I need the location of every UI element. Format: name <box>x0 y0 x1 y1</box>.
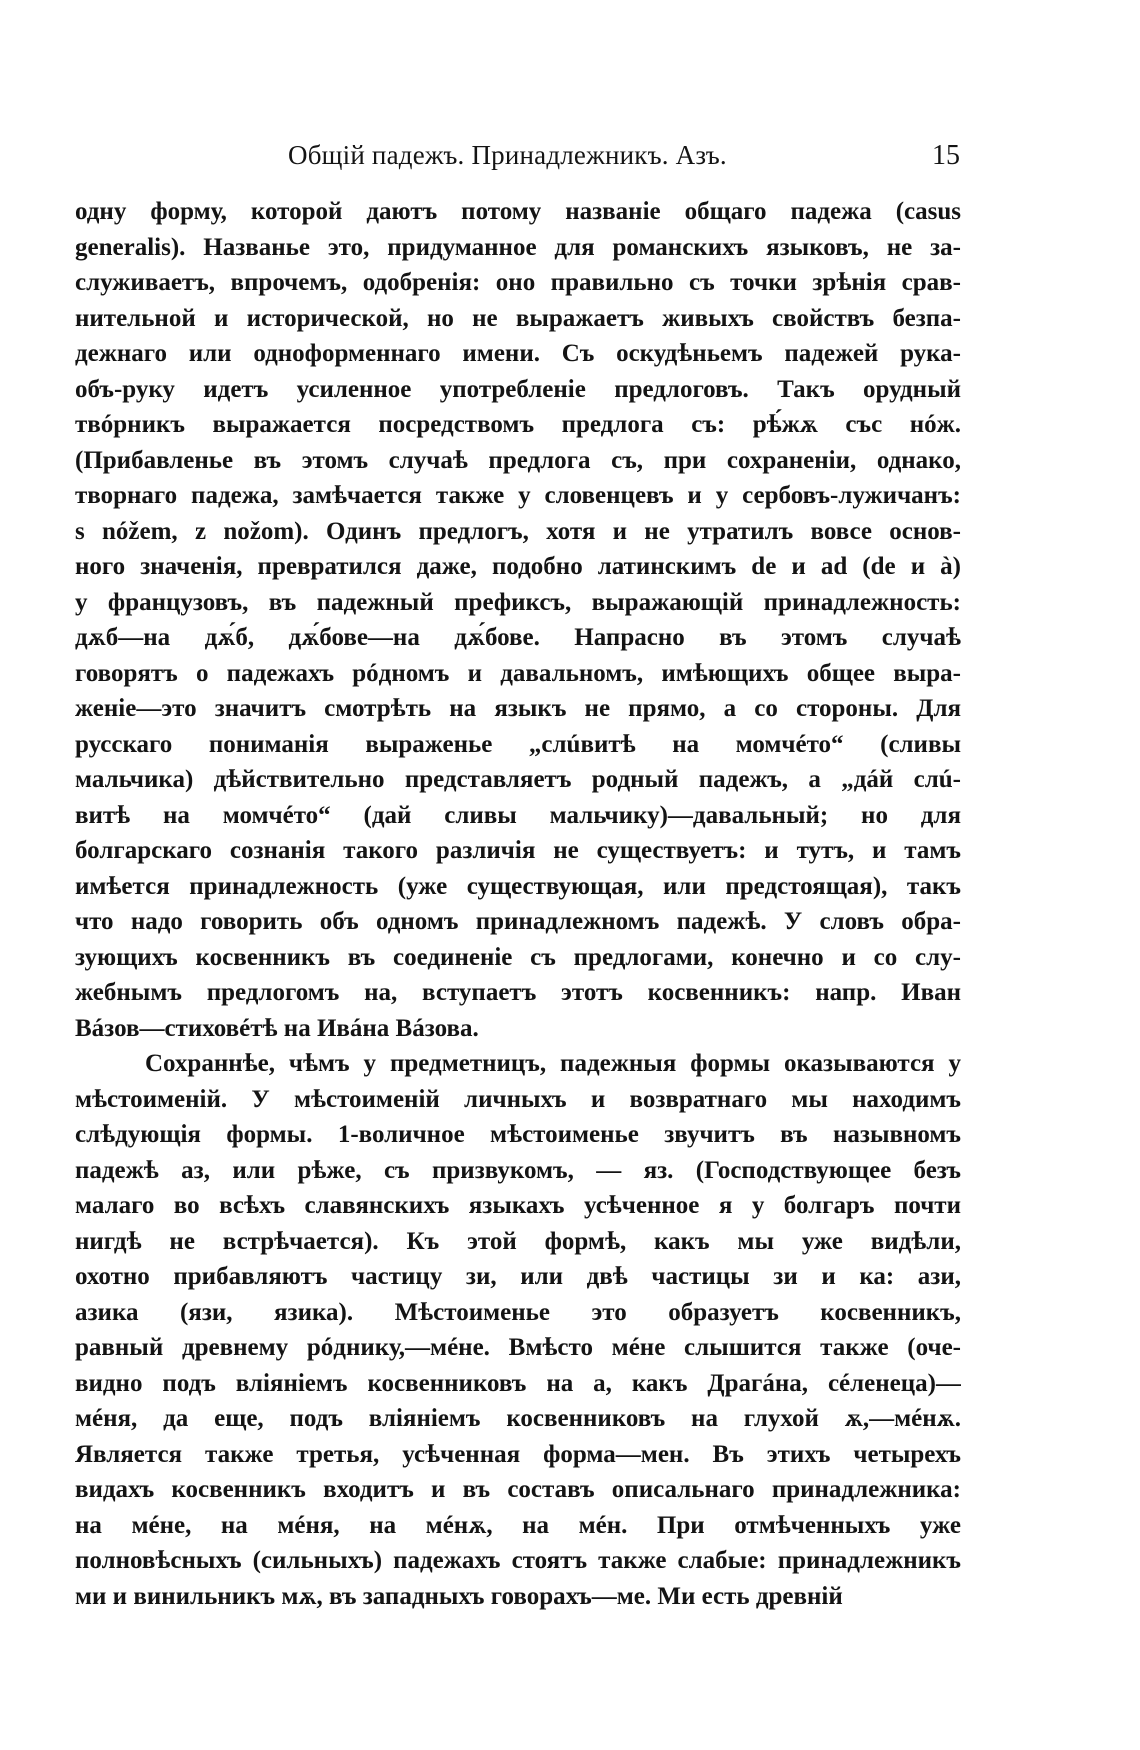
text-line: говорятъ о падежахъ рóдномъ и давальномъ, имѣющихъ общее выра- <box>75 659 961 687</box>
text-line: малаго во всѣхъ славянскихъ языкахъ усѣченное я у болгаръ почти <box>75 1192 961 1219</box>
text-line: (Прибавленье въ этомъ случаѣ предлога съ, при сохраненіи, однако, <box>75 446 961 474</box>
text-line: витѣ на момчéто“ (дай сливы мальчику)—давальный; но для <box>75 801 961 829</box>
text-line: у французовъ, въ падежный префиксъ, выражающій принадлежность: <box>75 588 961 616</box>
text-line: generalis). Названье это, придуманное для романскихъ языковъ, не за- <box>75 233 961 261</box>
text-line: охотно прибавляютъ частицу зи, или двѣ частицы зи и ка: ази, <box>75 1263 961 1290</box>
text-line: творнаго падежа, замѣчается также у словенцевъ и у сербовъ-лужичанъ: <box>75 482 961 509</box>
text-line: s nóžem, z nožom). Одинъ предлогъ, хотя и не утратилъ вовсе основ- <box>75 517 961 545</box>
paragraph <box>75 194 961 1046</box>
text-line: Является также третья, усѣченная форма—мен. Въ этихъ четырехъ <box>75 1440 961 1468</box>
text-line: нигдѣ не встрѣчается). Къ этой формѣ, какъ мы уже видѣли, <box>75 1227 961 1255</box>
text-line: твóрникъ выражается посредствомъ предлога съ: рѣ́жѫ със нóж. <box>75 411 961 438</box>
text-line: одну форму, которой даютъ потому названіе общаго падежа (casus <box>75 198 961 225</box>
page-header <box>150 140 960 176</box>
text-line: ного значенія, превратился даже, подобно латинскимъ de и ad (de и à) <box>75 553 961 580</box>
text-line: женіе—это значитъ смотрѣть на языкъ не прямо, а со стороны. Для <box>75 695 961 722</box>
text-line: Вáзов—стиховéтѣ на Ивáна Вáзова. <box>75 1014 479 1042</box>
text-line: ми и винильникъ мѫ, въ западныхъ говорахъ—ме. Ми есть древній <box>75 1582 843 1610</box>
text-line: болгарскаго сознанія такого различія не существуетъ: и тутъ, и тамъ <box>75 837 961 864</box>
text-line: мѣстоименій. У мѣстоименій личныхъ и возвратнаго мы находимъ <box>75 1085 961 1113</box>
text-line: на мéне, на мéня, на мéнѫ, на мéн. При отмѣченныхъ уже <box>75 1511 961 1539</box>
text-line: дежнаго или одноформеннаго имени. Съ оскудѣньемъ падежей рука- <box>75 340 961 367</box>
text-line: слѣдующія формы. 1-воличное мѣстоименье звучитъ въ назывномъ <box>75 1121 961 1148</box>
text-line: жебнымъ предлогомъ на, вступаетъ этотъ косвенникъ: напр. Иван <box>75 979 961 1006</box>
text-line: равный древнему рóднику,—мéне. Вмѣсто мéне слышится также (оче- <box>75 1334 961 1361</box>
paragraph <box>75 1046 961 1614</box>
text-line: нительной и исторической, но не выражаетъ живыхъ свойствъ безпа- <box>75 304 961 332</box>
page-number: 15 <box>932 140 960 171</box>
running-title: Общій падежъ. Принадлежникъ. Азъ. <box>288 140 727 170</box>
body-text <box>75 194 961 1614</box>
text-line: падежѣ аз, или рѣже, съ призвукомъ, — яз. (Господствующее безъ <box>75 1156 961 1184</box>
text-line: видахъ косвенникъ входитъ и въ составъ описальнаго принадлежника: <box>75 1476 961 1503</box>
text-line: мальчика) дѣйствительно представляетъ родный падежъ, а „дáй слú- <box>75 766 961 793</box>
text-line: имѣется принадлежность (уже существующая, или предстоящая), такъ <box>75 872 961 900</box>
text-line: мéня, да еще, подъ вліяніемъ косвенниковъ на глухой ѫ,—мéнѫ. <box>75 1405 961 1432</box>
text-line: видно подъ вліяніемъ косвенниковъ на а, какъ Драгáна, сéленеца)— <box>75 1369 961 1397</box>
text-line: русскаго пониманія выраженье „слúвитѣ на момчéто“ (сливы <box>75 730 961 758</box>
text-line: полновѣсныхъ (сильныхъ) падежахъ стоятъ также слабые: принадлежникъ <box>75 1547 961 1574</box>
text-line: дѫб—на дѫ́б, дѫ́бове—на дѫ́бове. Напрасно въ этомъ случаѣ <box>75 624 961 651</box>
text-line: зующихъ косвенникъ въ соединеніе съ предлогами, конечно и со слу- <box>75 943 961 971</box>
text-line: что надо говорить объ одномъ принадлежномъ падежѣ. У словъ обра- <box>75 908 961 935</box>
text-line: азика (язи, язика). Мѣстоименье это образуетъ косвенникъ, <box>75 1298 961 1326</box>
text-line: Сохраннѣе, чѣмъ у предметницъ, падежныя формы оказываются у <box>145 1050 961 1077</box>
text-line: служиваетъ, впрочемъ, одобренія: оно правильно съ точки зрѣнія срав- <box>75 269 961 296</box>
text-line: объ-руку идетъ усиленное употребленіе предлоговъ. Такъ орудный <box>75 375 961 403</box>
